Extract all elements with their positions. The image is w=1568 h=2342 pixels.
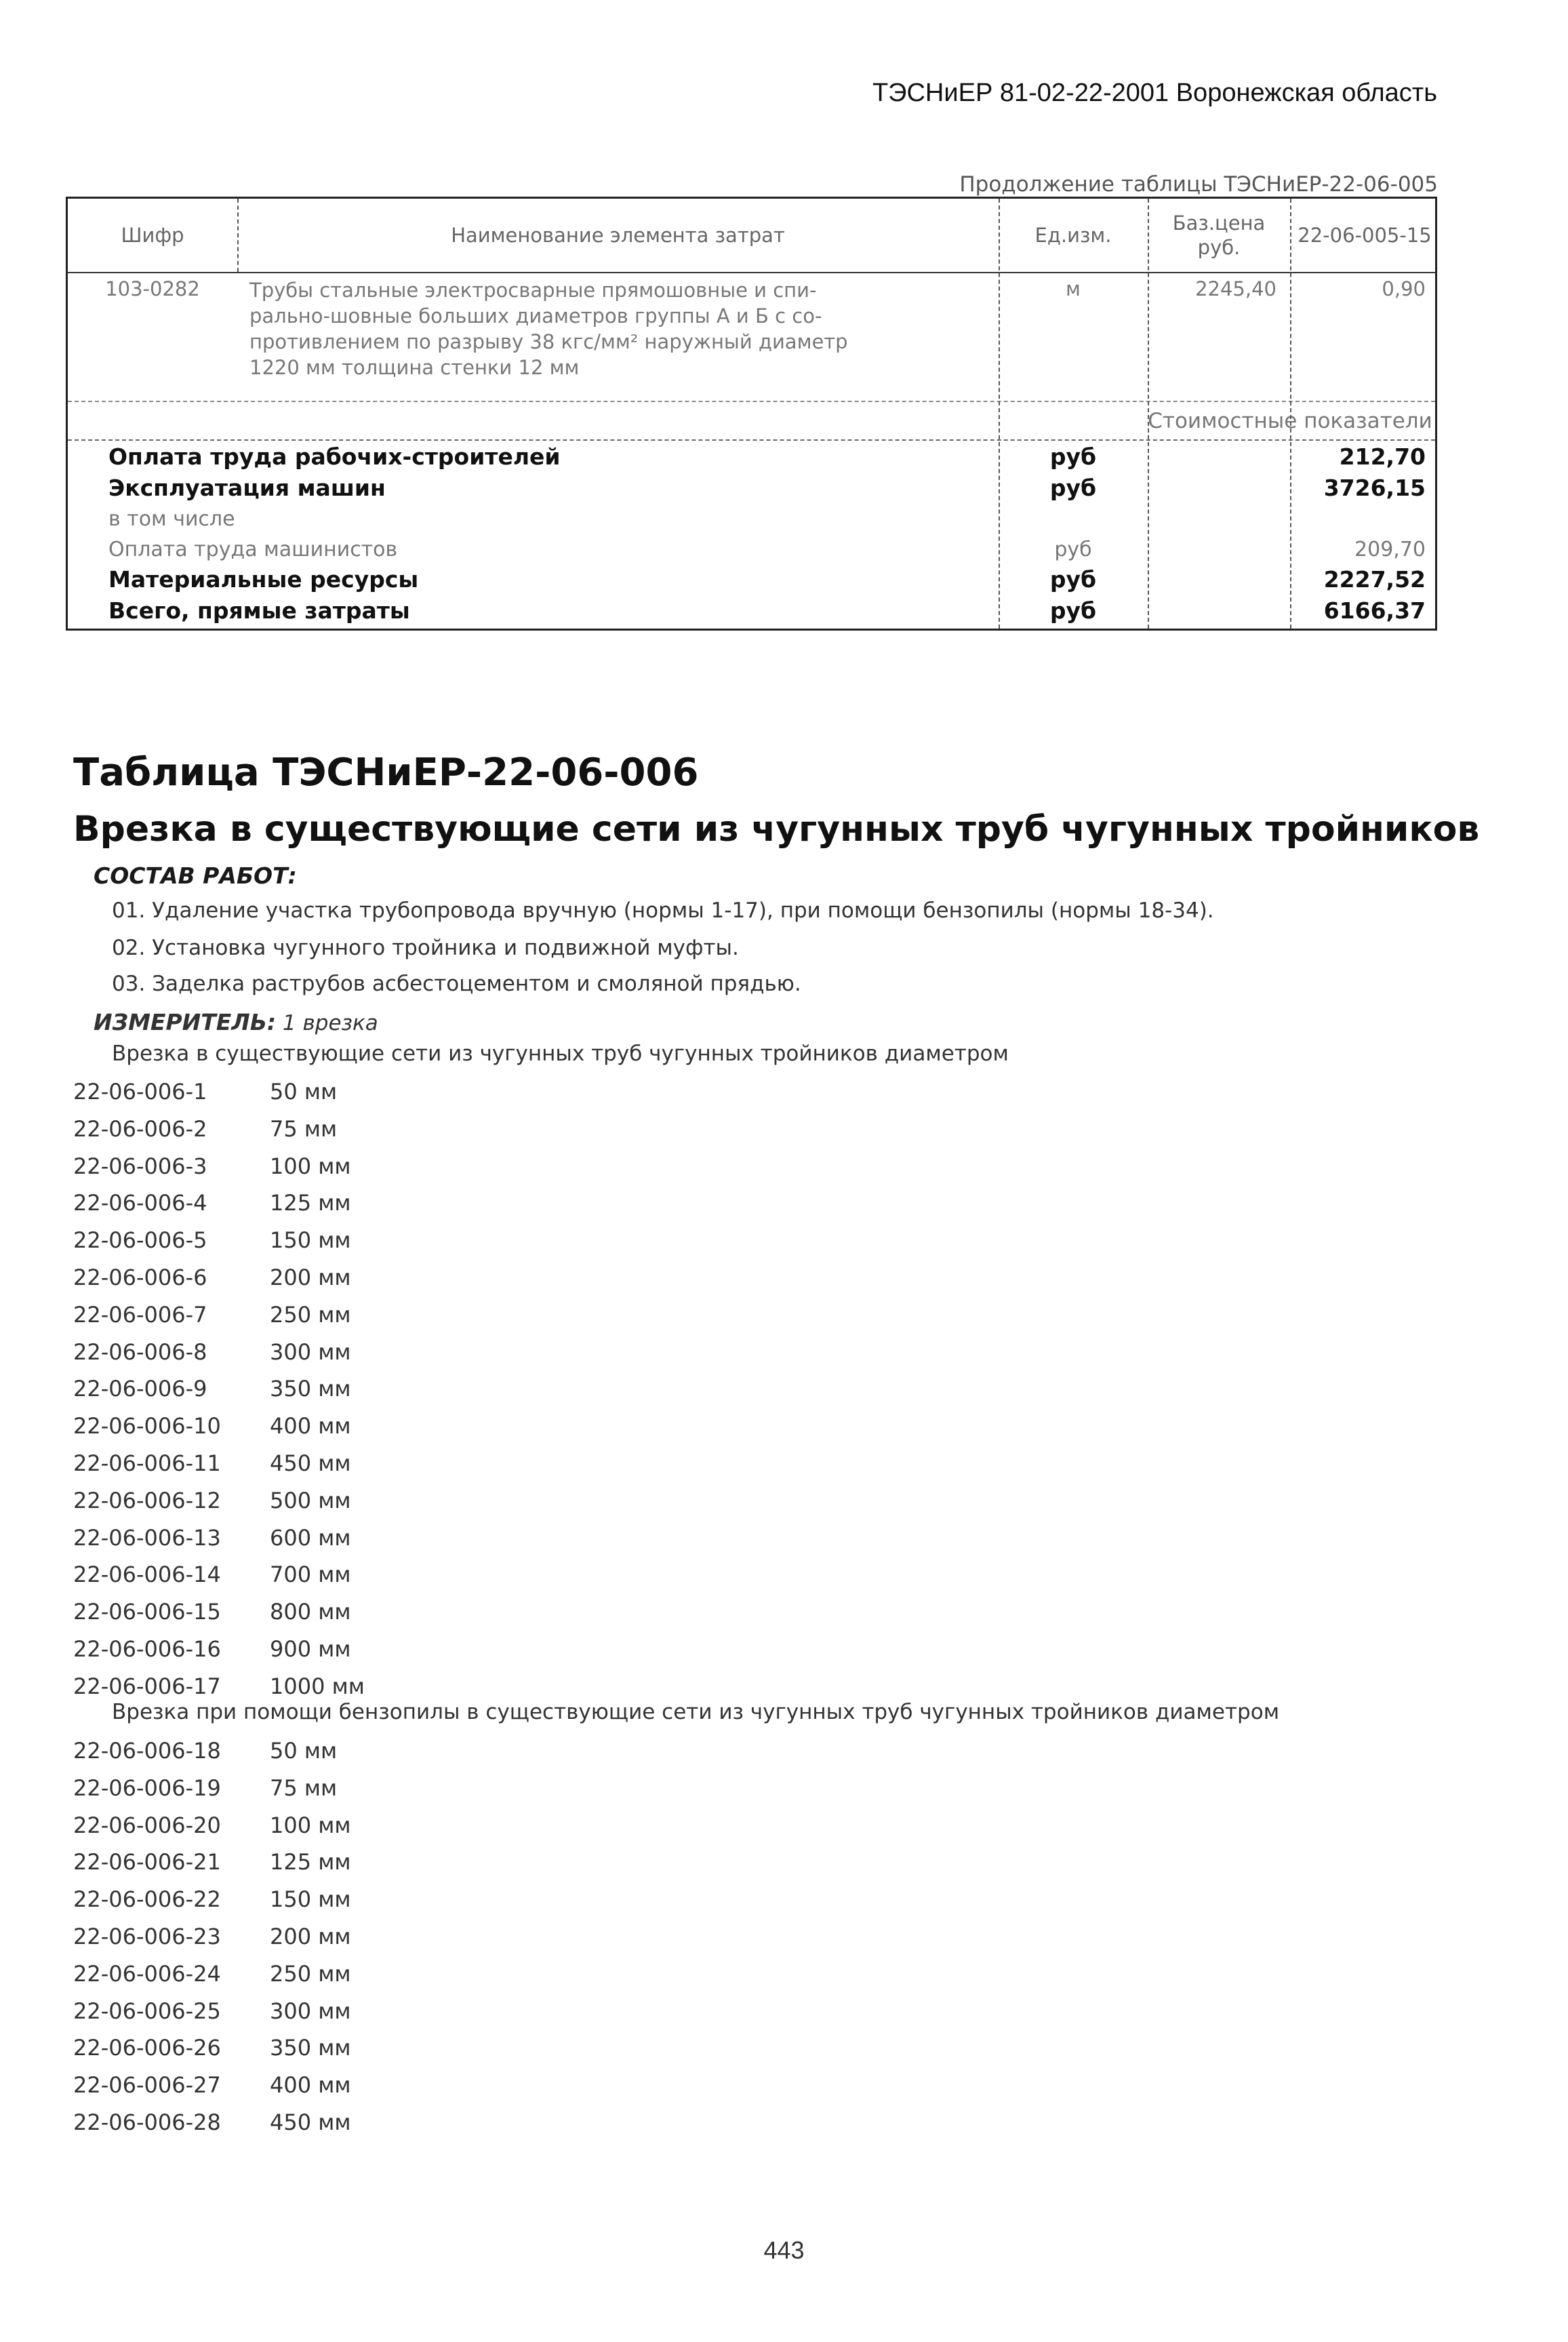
cost-row-label: Материальные ресурсы — [108, 566, 419, 593]
page-number: 443 — [763, 2236, 805, 2264]
material-unit: м — [1066, 277, 1081, 300]
norm-diameter: 450 мм — [270, 1450, 351, 1476]
norm-diameter: 150 мм — [270, 1227, 351, 1254]
norm-diameter: 150 мм — [270, 1886, 351, 1913]
norm-code: 22-06-006-22 — [73, 1886, 221, 1913]
norm-code: 22-06-006-4 — [73, 1190, 207, 1216]
norm-diameter: 250 мм — [270, 1960, 351, 1987]
norm-code: 22-06-006-8 — [73, 1338, 207, 1365]
norm-code: 22-06-006-26 — [73, 2035, 221, 2061]
document-title: ТЭСНиЕР 81-02-22-2001 Воронежская область — [872, 79, 1437, 107]
cost-row-unit: руб — [1049, 443, 1097, 470]
cost-row-unit: руб — [1049, 475, 1097, 501]
group-description: Врезка при помощи бензопилы в существующие сети из чугунных труб чугунных тройников диаметром — [112, 1700, 1280, 1724]
meter-label: ИЗМЕРИТЕЛЬ: — [94, 1009, 277, 1035]
norm-diameter: 300 мм — [270, 1998, 351, 2024]
row-divider — [68, 439, 1435, 441]
table-subtitle: Врезка в существующие сети из чугунных труб чугунных тройников — [73, 809, 1480, 850]
meter-line — [94, 1009, 378, 1035]
norm-code: 22-06-006-19 — [73, 1774, 221, 1801]
cost-row-value: 212,70 — [1339, 443, 1426, 470]
norm-code: 22-06-006-1 — [73, 1079, 207, 1105]
header-norm: 22-06-005-15 — [1298, 224, 1432, 247]
norm-diameter: 75 мм — [270, 1774, 338, 1801]
norm-diameter: 350 мм — [270, 1376, 351, 1402]
norm-diameter: 250 мм — [270, 1301, 351, 1328]
norm-code: 22-06-006-3 — [73, 1153, 207, 1179]
norm-code: 22-06-006-13 — [73, 1524, 221, 1551]
norm-code: 22-06-006-2 — [73, 1115, 207, 1142]
norm-code: 22-06-006-20 — [73, 1812, 221, 1838]
norm-diameter: 1000 мм — [270, 1673, 365, 1699]
work-item: 02. Установка чугунного тройника и подвижной муфты. — [112, 936, 739, 960]
cost-row-unit: руб — [1054, 538, 1092, 561]
material-name-line: противлением по разрыву 38 кгс/мм² наружный диаметр — [249, 330, 848, 353]
header-code: Шифр — [121, 224, 184, 247]
material-name-line: 1220 мм толщина стенки 12 мм — [249, 356, 580, 379]
material-base-price: 2245,40 — [1195, 277, 1276, 300]
norm-diameter: 50 мм — [270, 1079, 338, 1105]
cost-row-label: Оплата труда машинистов — [108, 538, 398, 561]
header-divider — [68, 272, 1435, 273]
norm-diameter: 350 мм — [270, 2035, 351, 2061]
cost-row-value: 209,70 — [1354, 538, 1426, 561]
norm-diameter: 600 мм — [270, 1524, 351, 1551]
meter-value: 1 врезка — [282, 1011, 378, 1035]
cost-row-unit: руб — [1049, 566, 1097, 593]
work-composition-label: СОСТАВ РАБОТ: — [94, 862, 297, 889]
column-divider — [237, 199, 239, 272]
material-code: 103-0282 — [105, 277, 200, 300]
cost-indicators-label: Стоимостные показатели — [1148, 409, 1432, 433]
norm-diameter: 800 мм — [270, 1599, 351, 1625]
norm-diameter: 200 мм — [270, 1265, 351, 1290]
norm-code: 22-06-006-27 — [73, 2072, 221, 2099]
material-name — [249, 277, 988, 380]
norm-diameter: 400 мм — [270, 2072, 351, 2099]
norm-code: 22-06-006-17 — [73, 1673, 221, 1699]
norm-code: 22-06-006-21 — [73, 1849, 221, 1875]
norm-diameter: 400 мм — [270, 1413, 351, 1440]
norm-code: 22-06-006-7 — [73, 1301, 207, 1328]
norm-diameter: 75 мм — [270, 1115, 338, 1142]
norm-code: 22-06-006-9 — [73, 1376, 207, 1402]
norm-diameter: 50 мм — [270, 1738, 338, 1764]
norm-diameter: 100 мм — [270, 1153, 351, 1179]
norm-diameter: 100 мм — [270, 1812, 351, 1838]
cost-row-unit: руб — [1049, 597, 1097, 624]
header-name: Наименование элемента затрат — [451, 224, 785, 247]
work-item: 01. Удаление участка трубопровода вручную (нормы 1-17), при помощи бензопилы (нормы 18-34). — [112, 898, 1214, 923]
norm-diameter: 700 мм — [270, 1562, 351, 1588]
cost-row-value: 2227,52 — [1323, 566, 1426, 593]
norm-code: 22-06-006-10 — [73, 1413, 221, 1440]
norm-diameter: 900 мм — [270, 1636, 351, 1662]
norm-code: 22-06-006-24 — [73, 1960, 221, 1987]
work-item: 03. Заделка раструбов асбестоцементом и смоляной прядью. — [112, 972, 801, 996]
norm-code: 22-06-006-16 — [73, 1636, 221, 1662]
norm-diameter: 500 мм — [270, 1487, 351, 1513]
norm-code: 22-06-006-18 — [73, 1738, 221, 1764]
norm-code: 22-06-006-6 — [73, 1265, 207, 1290]
material-name-line: рально-шовные больших диаметров группы А и Б с со- — [249, 304, 822, 328]
norm-diameter: 450 мм — [270, 2109, 351, 2135]
norm-code: 22-06-006-5 — [73, 1227, 207, 1254]
group-description: Врезка в существующие сети из чугунных труб чугунных тройников диаметром — [112, 1041, 1009, 1066]
norm-code: 22-06-006-15 — [73, 1599, 221, 1625]
norm-code: 22-06-006-14 — [73, 1562, 221, 1588]
column-divider — [999, 199, 1000, 629]
material-name-line: Трубы стальные электросварные прямошовные и спи- — [249, 279, 817, 302]
norm-diameter: 125 мм — [270, 1190, 351, 1216]
cost-row-label: в том числе — [108, 507, 235, 531]
norm-code: 22-06-006-28 — [73, 2109, 221, 2135]
cost-row-label: Оплата труда рабочих-строителей — [108, 443, 561, 470]
header-unit: Ед.изм. — [1034, 224, 1112, 247]
table-continuation-caption: Продолжение таблицы ТЭСНиЕР-22-06-005 — [959, 172, 1438, 197]
row-divider — [68, 401, 1435, 402]
material-quantity: 0,90 — [1382, 277, 1426, 300]
norm-code: 22-06-006-11 — [73, 1450, 221, 1476]
norm-diameter: 300 мм — [270, 1338, 351, 1365]
norm-code: 22-06-006-23 — [73, 1924, 221, 1949]
cost-row-label: Всего, прямые затраты — [108, 597, 410, 624]
norm-code: 22-06-006-12 — [73, 1487, 221, 1513]
norm-diameter: 125 мм — [270, 1849, 351, 1875]
cost-row-label: Эксплуатация машин — [108, 475, 386, 501]
cost-table — [66, 197, 1437, 631]
norm-diameter: 200 мм — [270, 1924, 351, 1949]
cost-row-value: 3726,15 — [1323, 475, 1426, 501]
column-divider — [1148, 199, 1149, 629]
norm-code: 22-06-006-25 — [73, 1998, 221, 2024]
table-title: Таблица ТЭСНиЕР-22-06-006 — [73, 751, 699, 795]
column-divider — [1290, 199, 1291, 629]
cost-row-value: 6166,37 — [1323, 597, 1426, 624]
header-base-price: Баз.цена руб. — [1172, 212, 1266, 259]
